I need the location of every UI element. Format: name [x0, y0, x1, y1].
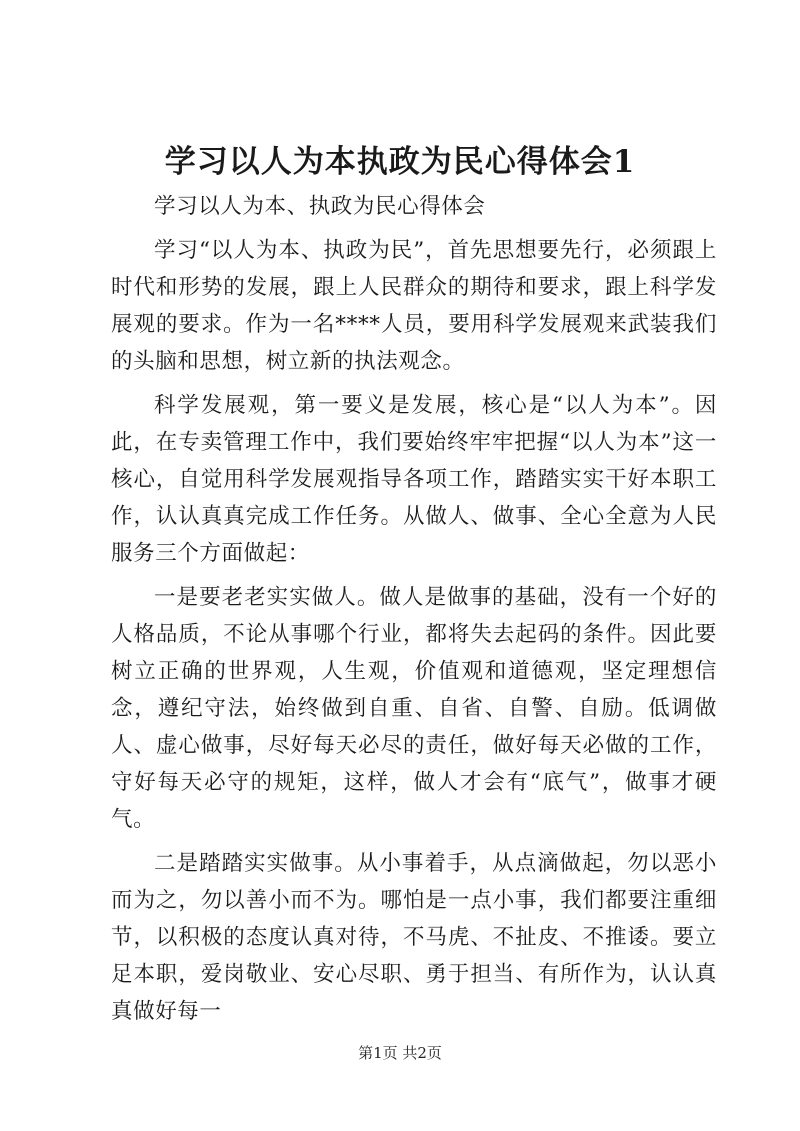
- document-body: [111, 188, 717, 1037]
- page-number-footer: 第1页 共2页: [358, 1044, 442, 1062]
- paragraph-3: 一是要老老实实做人。做人是做事的基础，没有一个好的人格品质，不论从事哪个行业，都将失去起码的条件。因此要树立正确的世界观，人生观，价值观和道德观，坚定理想信念，遵纪守法，始终做到自重、自省、自警、自励。低调做人、虚心做事，尽好每天必尽的责任，做好每天必做的工作，守好每天必守的规矩，这样，做人才会有“底气”，做事才硬气。: [111, 585, 717, 832]
- paragraph-1: 学习“以人为本、执政为民”，首先思想要先行，必须跟上时代和形势的发展，跟上人民群众的期待和要求，跟上科学发展观的要求。作为一名****人员，要用科学发展观来武装我们的头脑和思想，树立新的执法观念。: [111, 238, 717, 374]
- paragraph-2: 科学发展观，第一要义是发展，核心是“以人为本”。因此，在专卖管理工作中，我们要始终牢牢把握“以人为本”这一核心，自觉用科学发展观指导各项工作，踏踏实实干好本职工作，认认真真完成工作任务。从做人、做事、全心全意为人民服务三个方面做起：: [111, 393, 717, 566]
- paragraph-subtitle: 学习以人为本、执政为民心得体会: [154, 194, 486, 219]
- paragraph-4: 二是踏踏实实做事。从小事着手，从点滴做起，勿以恶小而为之，勿以善小而不为。哪怕是一点小事，我们都要注重细节，以积极的态度认真对待，不马虎、不扯皮、不推诿。要立足本职，爱岗敬业、安心尽职、勇于担当、有所作为，认认真真做好每一: [111, 851, 717, 1024]
- document-title: 学习以人为本执政为民心得体会1: [164, 144, 636, 180]
